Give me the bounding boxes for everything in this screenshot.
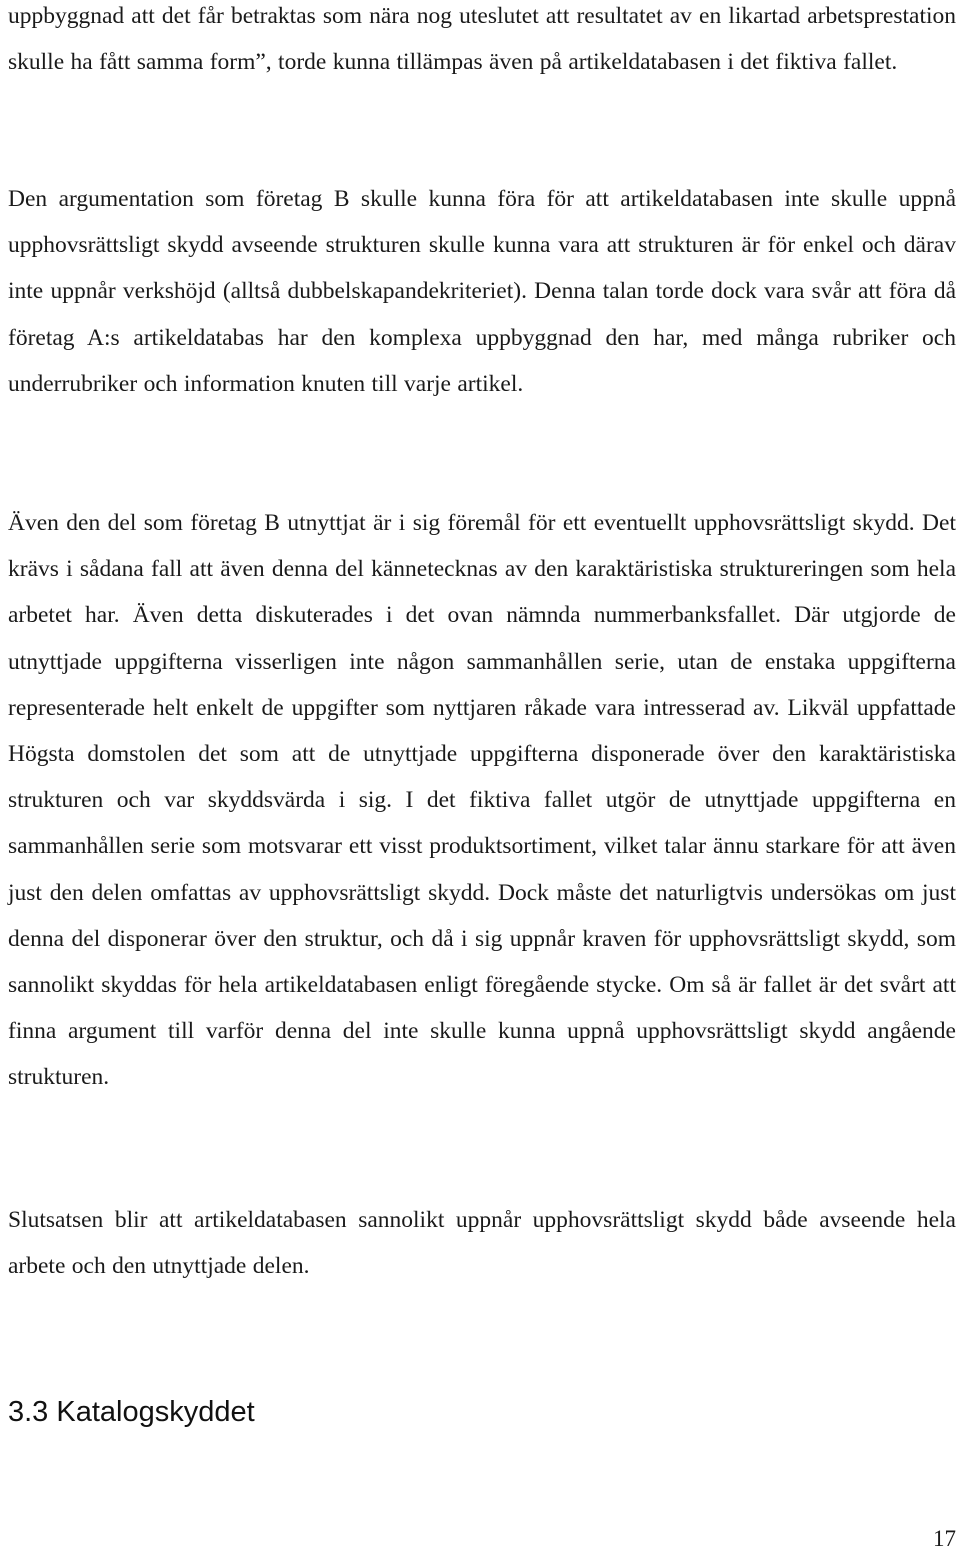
body-paragraph-4: Slutsatsen blir att artikeldatabasen sannolikt uppnår upphovsrättsligt skydd både avseende hela arbete och den utnyttjade delen.: [8, 1207, 956, 1280]
section-heading: 3.3 Katalogskyddet: [8, 1396, 255, 1428]
body-paragraph-3: Även den del som företag B utnyttjat är i sig föremål för ett eventuellt upphovsrättsligt skydd. Det krävs i sådana fall att även denna del kännetecknas av den karaktäristiska struktureringen som hela arbetet har. Även detta diskuterades i det ovan nämnda nummerbanksfallet. Där utgjorde de utnyttjade uppgifterna visserligen inte någon sammanhållen serie, utan de enstaka uppgifterna representerade helt enkelt de uppgifter som nyttjaren råkade vara intresserad av. Likväl uppfattade Högsta domstolen det som att de utnyttjade uppgifterna disponerade över den karaktäristiska strukturen och var skyddsvärda i sig. I det fiktiva fallet utgör de utnyttjade uppgifterna en sammanhållen serie som motsvarar ett visst produktsortiment, vilket talar ännu starkare för att även just den delen omfattas av upphovsrättsligt skydd. Dock måste det naturligtvis undersökas om just denna del disponerar över den struktur, och då i sig uppnår kraven för upphovsrättsligt skydd, som sannolikt skyddas för hela artikeldatabasen enligt föregående stycke. Om så är fallet är det svårt att finna argument till varför denna del inte skulle kunna uppnå upphovsrättsligt skydd angående strukturen.: [8, 510, 956, 1091]
page-number: 17: [933, 1526, 956, 1551]
body-paragraph-2: Den argumentation som företag B skulle kunna föra för att artikeldatabasen inte skulle uppnå upphovsrättsligt skydd avseende strukturen skulle kunna vara att strukturen är för enkel och därav inte uppnår verkshöjd (alltså dubbelskapandekriteriet). Denna talan torde dock vara svår att föra då företag A:s artikeldatabas har den komplexa uppbyggnad den har, med många rubriker och underrubriker och information knuten till varje artikel.: [8, 186, 956, 397]
body-paragraph-1: uppbyggnad att det får betraktas som nära nog uteslutet att resultatet av en likartad arbetsprestation skulle ha fått samma form”, torde kunna tillämpas även på artikeldatabasen i det fiktiva fallet.: [8, 3, 956, 76]
